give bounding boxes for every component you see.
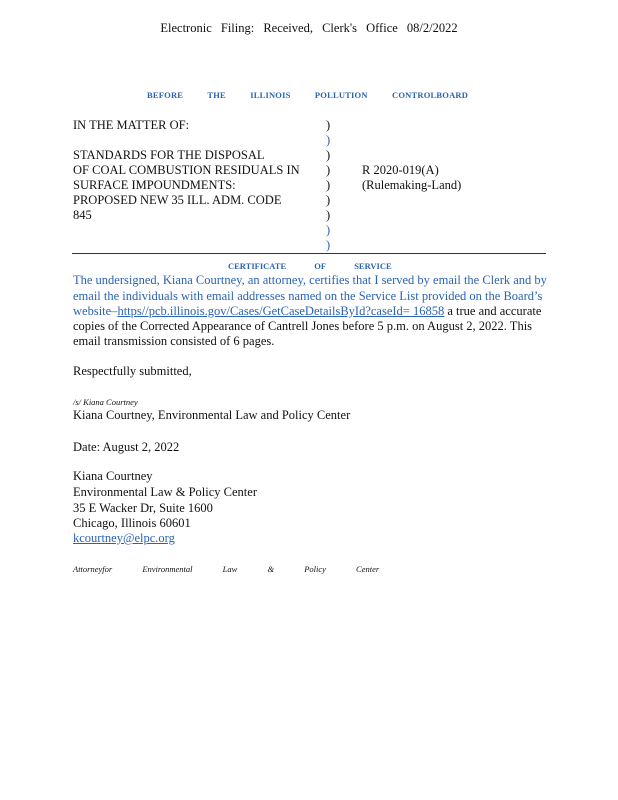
certificate-heading-word: SERVICE [354,261,392,271]
attorney-footer-word: Environmental [142,564,193,574]
certificate-line: email the individuals with email addresses named on the Service List provided on the Board’s [73,289,543,303]
caption-title-line: OF COAL COMBUSTION RESIDUALS IN [73,163,300,177]
caption-paren: ) [326,238,331,252]
caption-divider [72,253,546,254]
caption-paren: ) [326,193,331,207]
attorney-footer [73,564,407,574]
caption-paren: ) [326,148,331,162]
attorney-footer-word: & [267,564,275,574]
date-line: Date: August 2, 2022 [73,440,180,454]
board-heading-word: THE [207,90,226,100]
address-city: Chicago, Illinois 60601 [73,516,191,530]
email-link[interactable]: kcourtney@elpc.org [73,531,175,545]
certificate-heading-word: CERTIFICATE [228,261,287,271]
address-street: 35 E Wacker Dr, Suite 1600 [73,501,213,515]
certificate-line: copies of the Corrected Appearance of Cantrell Jones before 5 p.m. on August 2, 2022. This [73,319,533,333]
board-heading-word: BEFORE [147,90,184,100]
attorney-footer-word: Attorneyfor [73,564,113,574]
caption-title-line: 845 [73,208,92,222]
caption-paren: ) [326,178,331,192]
case-type: (Rulemaking-Land) [362,178,462,192]
filing-stamp: Electronic Filing: Received, Clerk's Office 08/2/2022 [160,21,458,35]
caption-paren: ) [326,223,331,237]
closing: Respectfully submitted, [73,364,192,378]
attorney-footer-word: Law [222,564,238,574]
caption-title-line: STANDARDS FOR THE DISPOSAL [73,148,265,162]
matter-label: IN THE MATTER OF: [73,118,190,132]
signature-line: Kiana Courtney, Environmental Law and Policy Center [73,408,351,422]
certificate-heading-word: OF [314,261,327,271]
website-prefix: website– [73,304,118,318]
caption-paren: ) [326,133,331,147]
caption-paren: ) [326,208,331,222]
certificate-heading [228,261,418,271]
address-name: Kiana Courtney [73,469,153,483]
board-heading-word: CONTROLBOARD [392,90,469,100]
caption-paren: ) [326,118,331,132]
case-number: R 2020-019(A) [362,163,439,177]
certificate-line: email transmission consisted of 6 pages. [73,334,275,348]
address-org: Environmental Law & Policy Center [73,485,257,499]
attorney-footer-word: Center [356,564,380,574]
certificate-line: The undersigned, Kiana Courtney, an attorney, certifies that I served by email the Clerk and by [73,273,547,287]
board-heading-word: POLLUTION [314,90,368,100]
caption-paren: ) [326,163,331,177]
website-suffix: a true and accurate [447,304,542,318]
board-heading [147,90,490,100]
attorney-footer-word: Policy [304,564,326,574]
caption-title [73,148,309,223]
caption-title-line: SURFACE IMPOUNDMENTS: [73,178,236,192]
service-list-link[interactable]: https//pcb.illinois.gov/Cases/GetCaseDetailsById?caseId= 16858 [117,304,445,318]
certificate-line-3 [73,304,541,319]
e-signature: /s/ Kiana Courtney [73,397,138,407]
caption-title-line: PROPOSED NEW 35 ILL. ADM. CODE [73,193,282,207]
board-heading-word: ILLINOIS [250,90,291,100]
